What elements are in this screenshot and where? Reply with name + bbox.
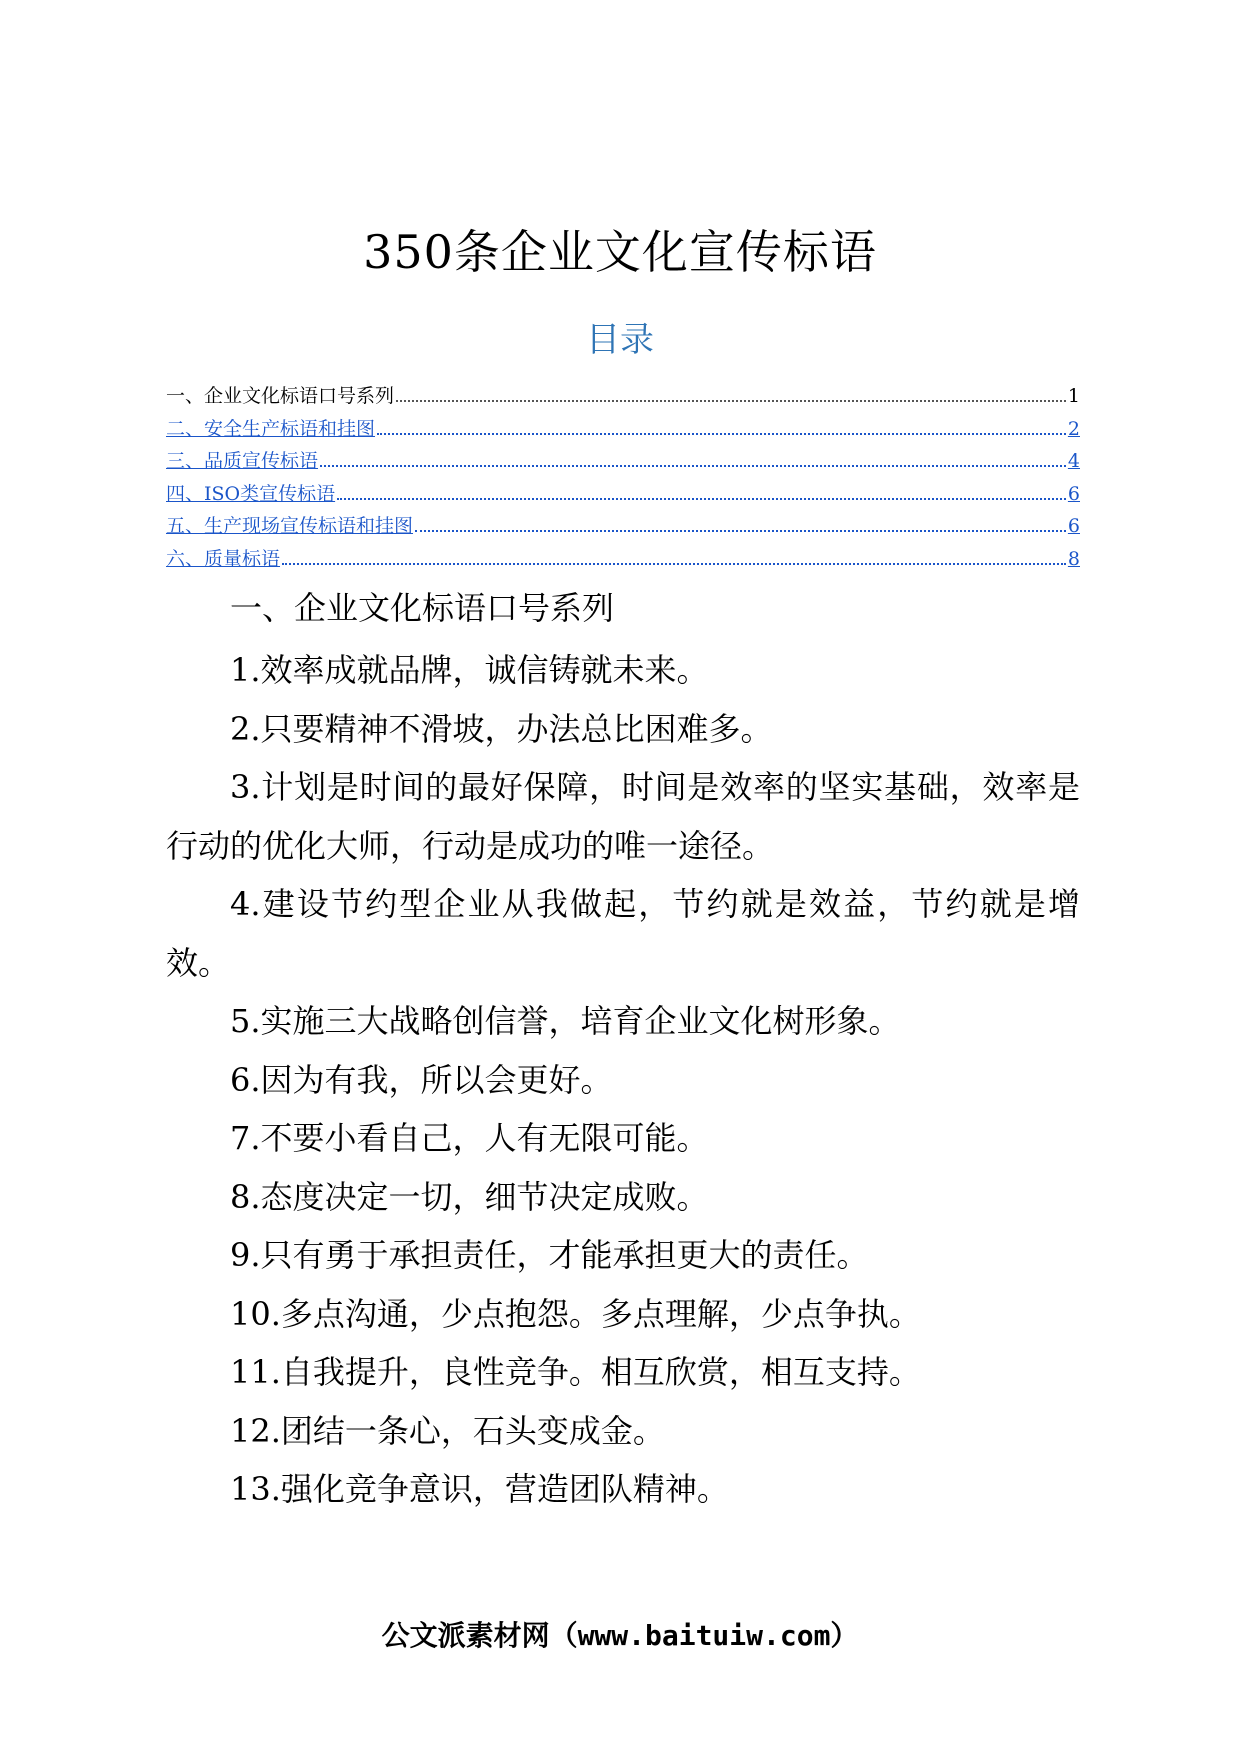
toc-leader-dots [337, 498, 1066, 500]
toc-entry[interactable] [166, 413, 1080, 446]
toc-entry-page-number: 6 [1067, 515, 1080, 538]
toc-entry-label: 五、生产现场宣传标语和挂图 [166, 515, 414, 538]
toc-entry-page-number: 4 [1067, 450, 1080, 473]
toc-entry-label: 四、ISO类宣传标语 [166, 482, 336, 505]
toc-leader-dots [377, 433, 1066, 435]
slogan-item: 1.效率成就品牌，诚信铸就未来。 [230, 651, 709, 689]
toc-leader-dots [415, 530, 1066, 532]
toc-entry-label: 二、安全生产标语和挂图 [166, 417, 376, 440]
slogan-item: 11.自我提升，良性竞争。相互欣赏，相互支持。 [230, 1353, 921, 1391]
toc-entry[interactable] [166, 478, 1080, 511]
page-footer: 公文派素材网（www.baituiw.com） [381, 1619, 859, 1652]
toc-entry[interactable] [166, 445, 1080, 478]
toc-leader-dots [282, 563, 1066, 565]
toc-heading: 目录 [586, 320, 654, 360]
slogan-item: 6.因为有我，所以会更好。 [230, 1060, 613, 1099]
toc-leader-dots [320, 465, 1066, 467]
slogan-item: 7.不要小看自己，人有无限可能。 [230, 1119, 709, 1157]
table-of-contents [166, 380, 1080, 576]
toc-entry-page-number: 1 [1067, 385, 1080, 407]
slogan-item: 13.强化竞争意识，营造团队精神。 [230, 1470, 729, 1508]
section-content [166, 583, 1080, 1519]
toc-entry-page-number: 6 [1067, 482, 1080, 505]
toc-entry-page-number: 2 [1067, 417, 1080, 440]
slogan-item: 12.团结一条心，石头变成金。 [230, 1411, 665, 1450]
slogan-item: 3.计划是时间的最好保障，时间是效率的坚实基础，效率是行动的优化大师，行动是成功的唯一途径。 [166, 768, 1080, 865]
toc-entry [166, 380, 1080, 413]
section-heading: 一、企业文化标语口号系列 [230, 589, 615, 627]
slogan-item: 2.只要精神不滑坡，办法总比困难多。 [230, 709, 773, 748]
slogan-item: 5.实施三大战略创信誉，培育企业文化树形象。 [230, 1002, 901, 1040]
toc-entry-label: 三、品质宣传标语 [166, 450, 319, 473]
slogan-item: 10.多点沟通，少点抱怨。多点理解，少点争执。 [230, 1294, 921, 1333]
slogan-item: 8.态度决定一切，细节决定成败。 [230, 1177, 709, 1216]
toc-entry-label: 六、质量标语 [166, 547, 281, 570]
toc-entry-label: 一、企业文化标语口号系列 [166, 385, 395, 407]
toc-leader-dots [396, 400, 1066, 402]
slogan-item: 9.只有勇于承担责任，才能承担更大的责任。 [230, 1236, 869, 1274]
document-title: 350条企业文化宣传标语 [363, 225, 877, 279]
slogan-list [166, 641, 1080, 1519]
toc-entry[interactable] [166, 510, 1080, 543]
slogan-item: 4.建设节约型企业从我做起，节约就是效益，节约就是增效。 [166, 885, 1080, 982]
toc-entry[interactable] [166, 543, 1080, 576]
toc-entry-page-number: 8 [1067, 547, 1080, 570]
